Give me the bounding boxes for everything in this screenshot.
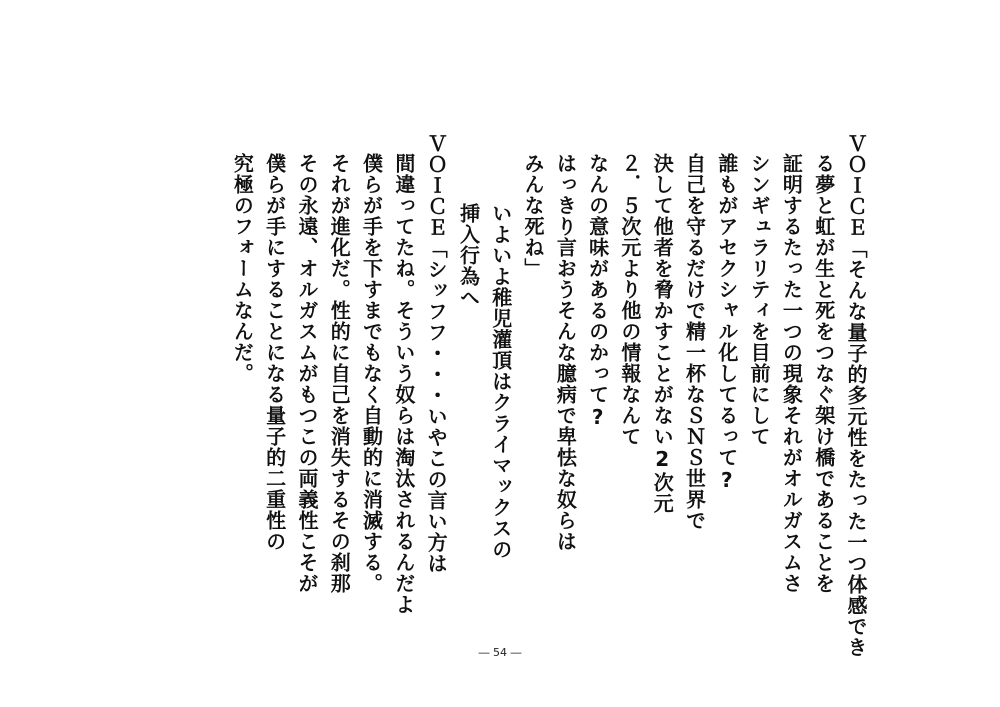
text-line: 僕らが手を下すまでもなく自動的に消滅する。 (359, 153, 384, 594)
text-line: ＶＯＩＣＥ「そんな量子的多元性をたった一つ体感でき (844, 133, 868, 658)
text-line: 間違ってたね。そういう奴らは淘汰されるんだよ (391, 153, 416, 615)
text-line: る夢と虹が生と死をつなぐ架け橋であることを (811, 153, 836, 594)
text-line: みんな死ね」 (521, 153, 546, 279)
text-line: 決して他者を脅かすことがない2次元 (650, 153, 675, 514)
text-line: ２．５次元より他の情報なんて (617, 153, 642, 447)
text-line: それが進化だ。性的に自己を消失するその刹那 (327, 153, 352, 594)
text-line: その永遠、オルガスムがもつこの両義性こそが (294, 153, 319, 594)
text-line: ＶＯＩＣＥ「シッフフ・・・いやこの言い方は (424, 133, 449, 574)
page-number: ― 54 ― (478, 646, 522, 659)
text-line: 誰もがアセクシャル化してるって? (714, 153, 739, 493)
text-line: 究極のフォームなんだ。 (230, 153, 255, 384)
text-line: いよいよ稚児灌頂はクライマックスの (488, 203, 513, 560)
text-line: 自己を守るだけで精一杯なＳＮＳ世界で (682, 153, 707, 531)
text-line: 挿入行為へ (456, 203, 481, 308)
text-line: シンギュラリティを目前にして (747, 153, 772, 447)
text-line: はっきり言おうそんな臆病で卑怯な奴らは (553, 153, 578, 552)
text-line: 証明するたった一つの現象それがオルガスムさ (779, 153, 804, 594)
text-line: 僕らが手にすることになる量子的二重性の (262, 153, 287, 552)
text-line: なんの意味があるのかって? (585, 153, 610, 430)
